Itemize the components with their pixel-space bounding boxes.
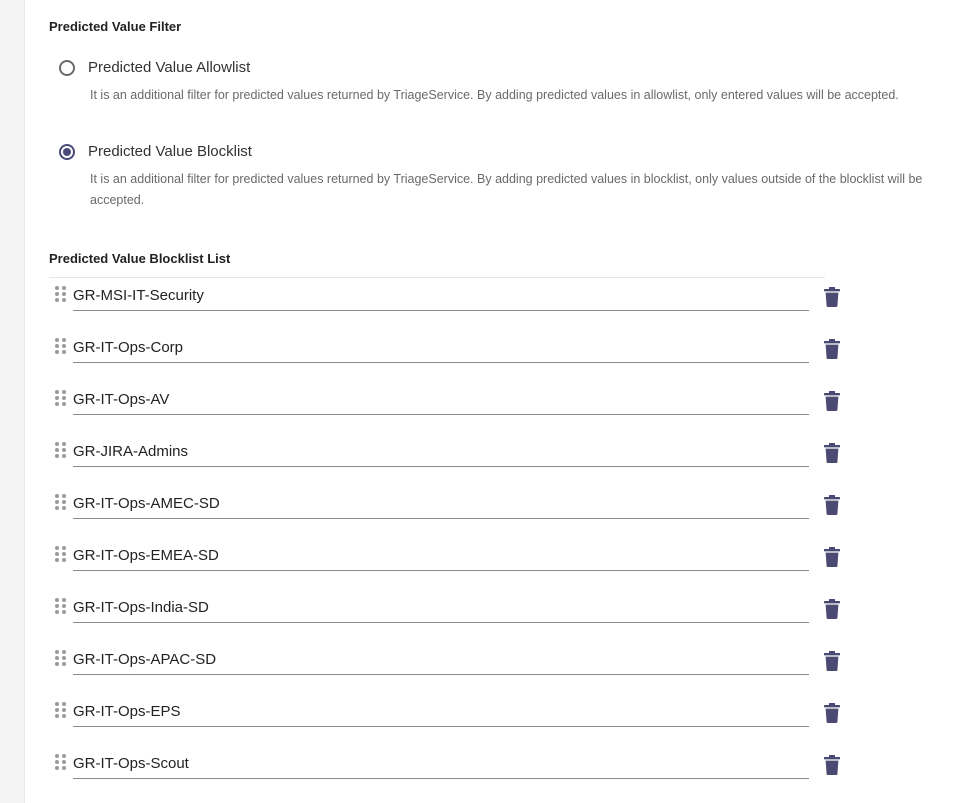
- left-gutter: [0, 0, 25, 803]
- list-divider: [49, 277, 825, 278]
- blocklist-value-input[interactable]: [73, 592, 809, 623]
- blocklist-radio[interactable]: [59, 144, 75, 160]
- trash-icon[interactable]: [824, 651, 840, 671]
- radio-selected-dot: [63, 148, 71, 156]
- trash-icon[interactable]: [824, 703, 840, 723]
- drag-handle-icon[interactable]: [55, 598, 67, 616]
- drag-handle-icon[interactable]: [55, 702, 67, 720]
- blocklist-label: Predicted Value Blocklist: [88, 143, 252, 160]
- blocklist-value-input[interactable]: [73, 748, 809, 779]
- blocklist-value-input[interactable]: [73, 644, 809, 675]
- trash-icon[interactable]: [824, 599, 840, 619]
- drag-handle-icon[interactable]: [55, 754, 67, 772]
- blocklist-item: [49, 332, 849, 372]
- allowlist-option[interactable]: [59, 59, 250, 76]
- filter-section-title: Predicted Value Filter: [49, 19, 182, 34]
- drag-handle-icon[interactable]: [55, 494, 67, 512]
- trash-icon[interactable]: [824, 443, 840, 463]
- allowlist-radio[interactable]: [59, 60, 75, 76]
- allowlist-label: Predicted Value Allowlist: [88, 59, 251, 76]
- allowlist-description: It is an additional filter for predicted values returned by TriageService. By adding predicted values in allowlist, only entered values will be accepted.: [90, 88, 899, 102]
- blocklist-description: It is an additional filter for predicted values returned by TriageService. By adding predicted values in blocklist, only values outside of the blocklist will be accepted.: [90, 172, 923, 207]
- trash-icon[interactable]: [824, 495, 840, 515]
- blocklist-value-input[interactable]: [73, 696, 809, 727]
- drag-handle-icon[interactable]: [55, 338, 67, 356]
- drag-handle-icon[interactable]: [55, 442, 67, 460]
- blocklist-list-title: Predicted Value Blocklist List: [49, 251, 231, 266]
- blocklist-value-input[interactable]: [73, 436, 809, 467]
- blocklist-item: [49, 384, 849, 424]
- drag-handle-icon[interactable]: [55, 650, 67, 668]
- trash-icon[interactable]: [824, 339, 840, 359]
- blocklist-item: [49, 436, 849, 476]
- drag-handle-icon[interactable]: [55, 286, 67, 304]
- blocklist-value-input[interactable]: [73, 332, 809, 363]
- drag-handle-icon[interactable]: [55, 390, 67, 408]
- blocklist-item: [49, 540, 849, 580]
- blocklist-item: [49, 280, 849, 320]
- blocklist-item: [49, 488, 849, 528]
- trash-icon[interactable]: [824, 547, 840, 567]
- blocklist-option[interactable]: [59, 143, 252, 160]
- drag-handle-icon[interactable]: [55, 546, 67, 564]
- blocklist-value-input[interactable]: [73, 280, 809, 311]
- blocklist-item: [49, 644, 849, 684]
- trash-icon[interactable]: [824, 391, 840, 411]
- blocklist-item: [49, 748, 849, 788]
- blocklist-item: [49, 592, 849, 632]
- blocklist-item: [49, 696, 849, 736]
- blocklist-value-input[interactable]: [73, 540, 809, 571]
- trash-icon[interactable]: [824, 755, 840, 775]
- trash-icon[interactable]: [824, 287, 840, 307]
- blocklist-value-input[interactable]: [73, 488, 809, 519]
- blocklist-value-input[interactable]: [73, 384, 809, 415]
